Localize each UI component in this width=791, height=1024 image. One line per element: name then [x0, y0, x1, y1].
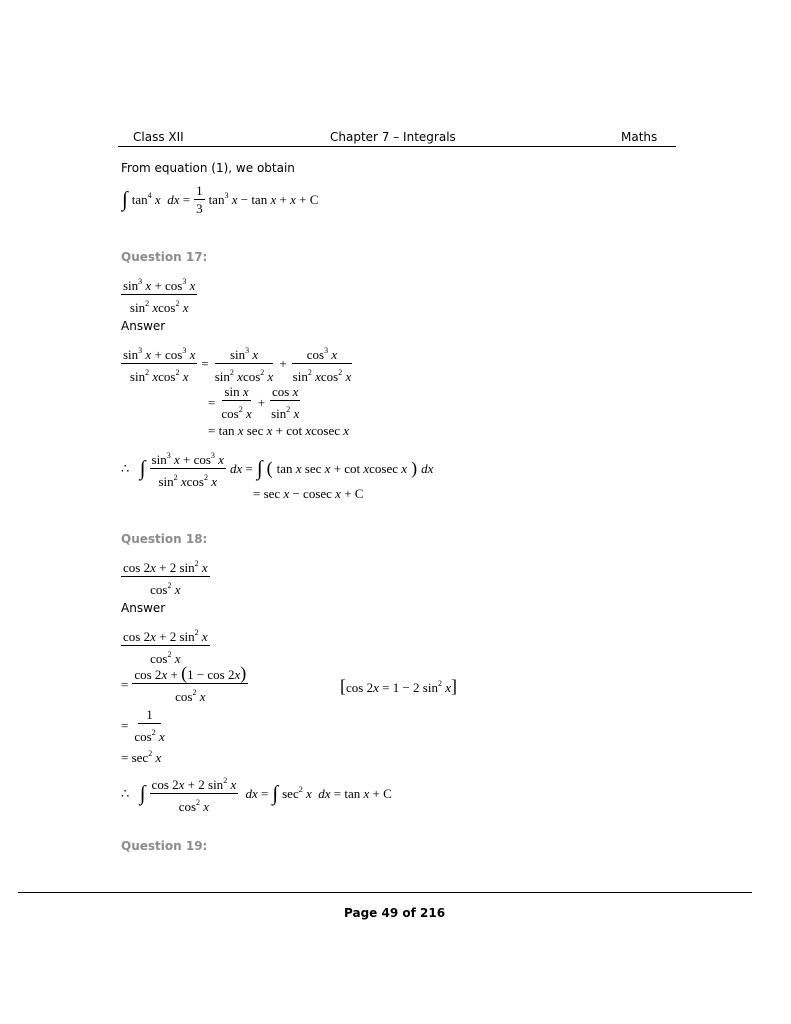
- q17-step-1: $\frac{\sin^3 x + \cos^3 x}{\sin^2 xcos^2 x}$ = $\frac{\sin^3 x}{\sin^2 xcos^2 x}$ + $\frac{\cos^3 x}{\sin^2 xcos^2 x}$: [121, 343, 353, 384]
- q18-integral: ∴ ∫ $\frac{\cos 2x + 2 \sin^2 x}{\cos^2 x}$ dx = ∫ $\sec^2 x$ dx = tan x + C: [121, 773, 392, 814]
- q17-result: = sec x − cosec x + C: [253, 486, 364, 501]
- question-17-answer-label: Answer: [121, 319, 166, 333]
- intro-text: From equation (1), we obtain: [121, 161, 295, 175]
- question-18-heading: Question 18:: [121, 532, 208, 546]
- q17-step-2: = $\frac{\text{sin x}}{\cos^2 x}$ + $\frac{\text{cos x}}{\sin^2 x}$: [208, 384, 300, 421]
- q17-step-3: = tan x sec x + cot xcosec x: [208, 423, 350, 438]
- question-19-heading: Question 19:: [121, 839, 208, 853]
- equation-tan4-result: ∫ $\tan^4 x$ dx = $\frac{1}{3}$ $\tan^3 x - \tan x + x + C$: [122, 183, 319, 216]
- q18-step-3: = $\frac{1}{\cos^2 x}$: [121, 707, 165, 744]
- page-number: Page 49 of 216: [344, 906, 446, 920]
- footer-rule: [18, 892, 752, 893]
- question-18-expression: $\frac{\cos 2x + 2 \sin^2 x}{\cos^2 x}$: [121, 556, 210, 597]
- header-class: Class XII: [133, 130, 184, 144]
- question-17-expression: $\frac{\sin^3 x + \cos^3 x}{\sin^2 xcos^2 x}$: [121, 274, 197, 315]
- q18-step-2: = $\frac{\cos 2x + (1 - \cos 2x)}{\cos^2 x}$: [121, 663, 247, 704]
- question-18-answer-label: Answer: [121, 601, 166, 615]
- q18-identity-bracket: [cos 2x = 1 − 2 $\sin^2 x$]: [340, 676, 457, 696]
- q18-step-4: = $\sec^2 x$: [121, 749, 162, 765]
- header-rule: [118, 146, 676, 147]
- q17-integral: ∴ ∫ $\frac{\sin^3 x + \cos^3 x}{\sin^2 xcos^2 x}$ dx = ∫ ( tan x sec x + cot xcosec x ) dx: [121, 448, 433, 489]
- header-subject: Maths: [621, 130, 658, 144]
- question-17-heading: Question 17:: [121, 250, 208, 264]
- q18-step-1: $\frac{\cos 2x + 2 \sin^2 x}{\cos^2 x}$: [121, 625, 210, 666]
- header-chapter: Chapter 7 – Integrals: [330, 130, 456, 144]
